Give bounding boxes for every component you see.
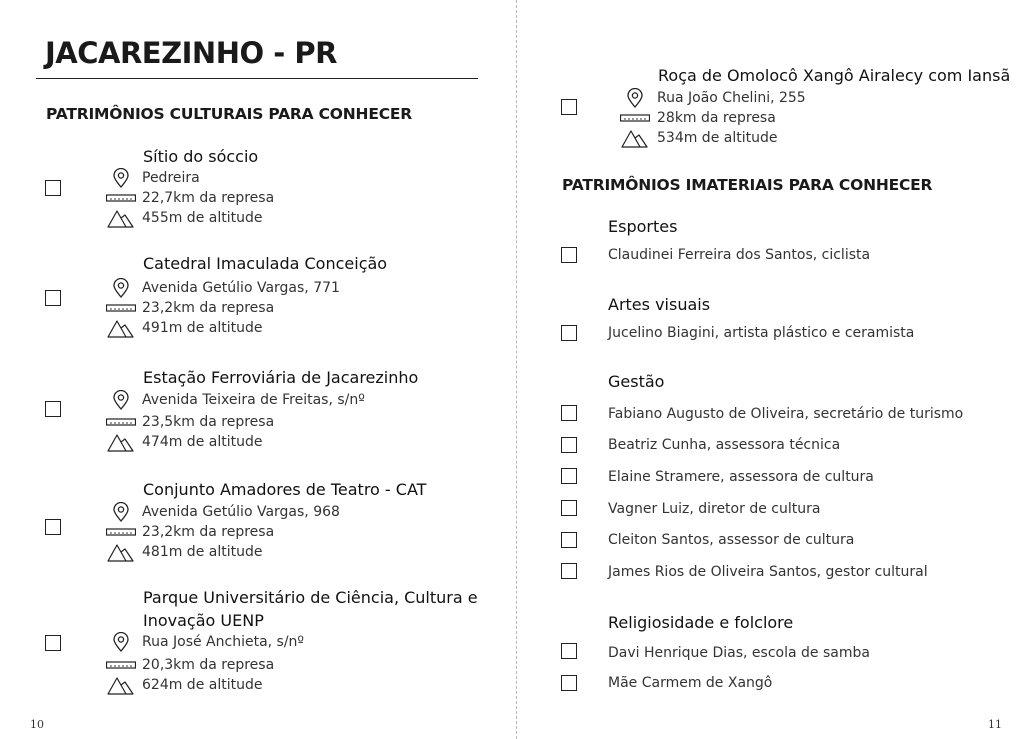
checkbox-person[interactable]: [561, 247, 577, 263]
item-address: Pedreira: [142, 170, 200, 186]
item-name: Estação Ferroviária de Jacarezinho: [143, 368, 419, 387]
checkbox-item-2[interactable]: [45, 401, 61, 417]
checkbox-top-item[interactable]: [561, 99, 577, 115]
item-altitude: 624m de altitude: [142, 677, 263, 693]
category-title: Religiosidade e folclore: [608, 613, 794, 632]
checkbox-item-4[interactable]: [45, 635, 61, 651]
item-name: Catedral Imaculada Conceição: [143, 254, 388, 273]
item-address: Rua João Chelini, 255: [657, 90, 806, 106]
item-altitude: 491m de altitude: [142, 320, 263, 336]
section-heading-immaterial: PATRIMÔNIOS IMATERIAIS PARA CONHECER: [562, 176, 933, 194]
title-underline: [36, 78, 478, 79]
item-name: Roça de Omolocô Xangô Airalecy com Iansã: [658, 66, 1011, 85]
item-name: Conjunto Amadores de Teatro - CAT: [143, 480, 427, 499]
item-address: Avenida Teixeira de Freitas, s/nº: [142, 392, 365, 408]
item-distance: 28km da represa: [657, 110, 776, 126]
checkbox-person[interactable]: [561, 437, 577, 453]
checkbox-item-1[interactable]: [45, 290, 61, 306]
map-pin-icon: [106, 502, 136, 522]
checkbox-person[interactable]: [561, 325, 577, 341]
item-altitude: 455m de altitude: [142, 210, 263, 226]
page-title: JACAREZINHO - PR: [45, 36, 337, 70]
category-title: Artes visuais: [608, 295, 711, 314]
person-name: Davi Henrique Dias, escola de samba: [608, 645, 870, 661]
checkbox-person[interactable]: [561, 563, 577, 579]
item-distance: 23,2km da represa: [142, 300, 275, 316]
person-name: Vagner Luiz, diretor de cultura: [608, 501, 821, 517]
item-address: Avenida Getúlio Vargas, 771: [142, 280, 340, 296]
page-number-right: 11: [988, 718, 1002, 731]
ruler-icon: [106, 412, 136, 432]
mountain-icon: [106, 675, 136, 695]
mountain-icon: [620, 128, 650, 148]
item-name: Parque Universitário de Ciência, Cultura e Inovação UENP: [143, 588, 478, 630]
item-address: Avenida Getúlio Vargas, 968: [142, 504, 340, 520]
ruler-icon: [106, 522, 136, 542]
person-name: Jucelino Biagini, artista plástico e ceramista: [608, 325, 915, 341]
item-altitude: 474m de altitude: [142, 434, 263, 450]
item-altitude: 481m de altitude: [142, 544, 263, 560]
ruler-icon: [106, 655, 136, 675]
page-divider: [516, 0, 517, 739]
ruler-icon: [106, 298, 136, 318]
person-name: Beatriz Cunha, assessora técnica: [608, 437, 841, 453]
item-distance: 22,7km da represa: [142, 190, 275, 206]
checkbox-person[interactable]: [561, 500, 577, 516]
mountain-icon: [106, 432, 136, 452]
person-name: James Rios de Oliveira Santos, gestor cultural: [608, 564, 928, 580]
mountain-icon: [106, 542, 136, 562]
item-address: Rua José Anchieta, s/nº: [142, 634, 305, 650]
page-number-left: 10: [30, 718, 44, 731]
category-title: Gestão: [608, 372, 665, 391]
checkbox-person[interactable]: [561, 532, 577, 548]
map-pin-icon: [106, 168, 136, 188]
checkbox-item-3[interactable]: [45, 519, 61, 535]
ruler-icon: [106, 188, 136, 208]
mountain-icon: [106, 208, 136, 228]
checkbox-item-0[interactable]: [45, 180, 61, 196]
checkbox-person[interactable]: [561, 405, 577, 421]
map-pin-icon: [620, 88, 650, 108]
checkbox-person[interactable]: [561, 643, 577, 659]
person-name: Claudinei Ferreira dos Santos, ciclista: [608, 247, 871, 263]
category-title: Esportes: [608, 217, 678, 236]
person-name: Cleiton Santos, assessor de cultura: [608, 532, 855, 548]
item-distance: 23,2km da represa: [142, 524, 275, 540]
checkbox-person[interactable]: [561, 468, 577, 484]
item-distance: 20,3km da represa: [142, 657, 275, 673]
person-name: Fabiano Augusto de Oliveira, secretário de turismo: [608, 406, 964, 422]
ruler-icon: [620, 108, 650, 128]
person-name: Mãe Carmem de Xangô: [608, 675, 773, 691]
item-altitude: 534m de altitude: [657, 130, 778, 146]
section-heading-cultural: PATRIMÔNIOS CULTURAIS PARA CONHECER: [46, 105, 413, 123]
mountain-icon: [106, 318, 136, 338]
map-pin-icon: [106, 278, 136, 298]
map-pin-icon: [106, 632, 136, 652]
item-distance: 23,5km da represa: [142, 414, 275, 430]
item-name: Sítio do sóccio: [143, 147, 259, 166]
checkbox-person[interactable]: [561, 675, 577, 691]
map-pin-icon: [106, 390, 136, 410]
person-name: Elaine Stramere, assessora de cultura: [608, 469, 874, 485]
